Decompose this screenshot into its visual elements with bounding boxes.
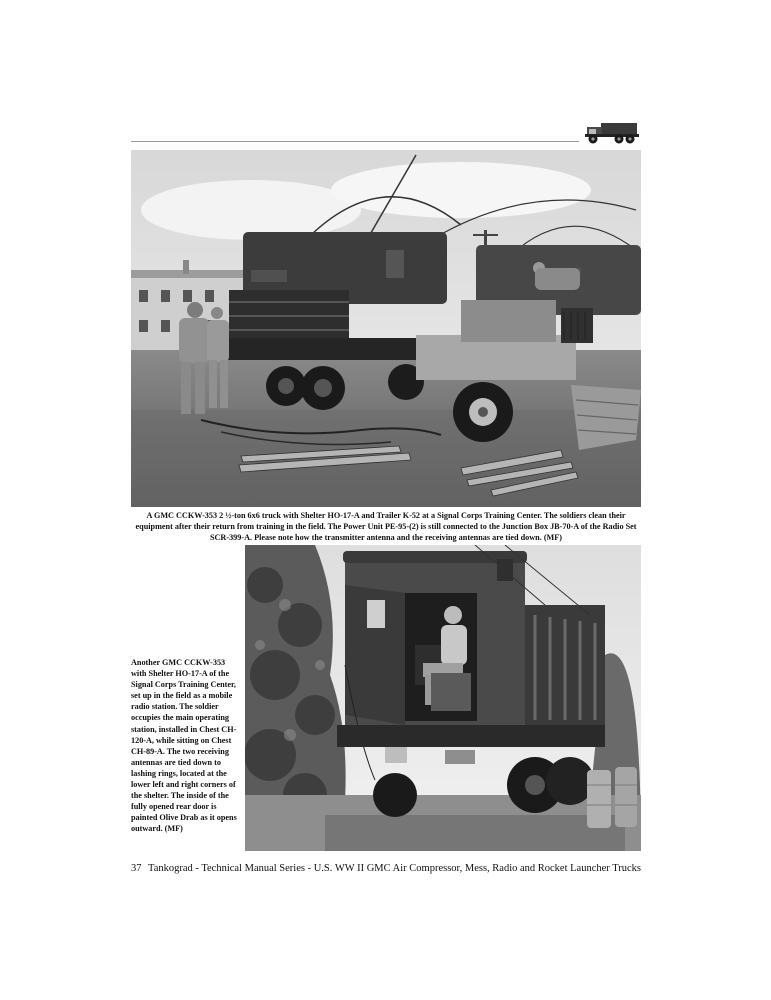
series-title: Tankograd - Technical Manual Series - U.S. WW II GMC Air Compressor, Mess, Radio and Rocket Launcher Trucks <box>148 863 641 874</box>
caption-side-photo: Another GMC CCKW-353 with Shelter HO-17-A of the Signal Corps Training Center, set up in the field as a mobile radio station. The soldier occupies the main operating station, installed in Chest CH-120-A, while sitting on Chest CH-89-A. The two receiving antennas are tied down to lashing rings, located at the lower left and right corners of the shelter. The inside of the fully opened rear door is painted Olive Drab as it opens outward. (MF) <box>131 658 237 834</box>
page-number: 37 <box>131 863 142 874</box>
photo-mobile-radio-station <box>245 545 641 851</box>
photo-truck-training-center <box>131 150 641 507</box>
truck-logo-icon <box>583 118 641 146</box>
caption-top-photo: A GMC CCKW-353 2 ½-ton 6x6 truck with Shelter HO-17-A and Trailer K-52 at a Signal Corps Training Center. The soldiers clean their equipment after their return from training in the field. The Power Unit PE-95-(2) is still connected to the Junction Box JB-70-A of the Radio Set SCR-399-A. Please note how the transmitter antenna and the receiving antennas are tied down. (MF) <box>135 511 637 543</box>
page-footer <box>131 862 641 878</box>
header-rule <box>131 141 579 142</box>
